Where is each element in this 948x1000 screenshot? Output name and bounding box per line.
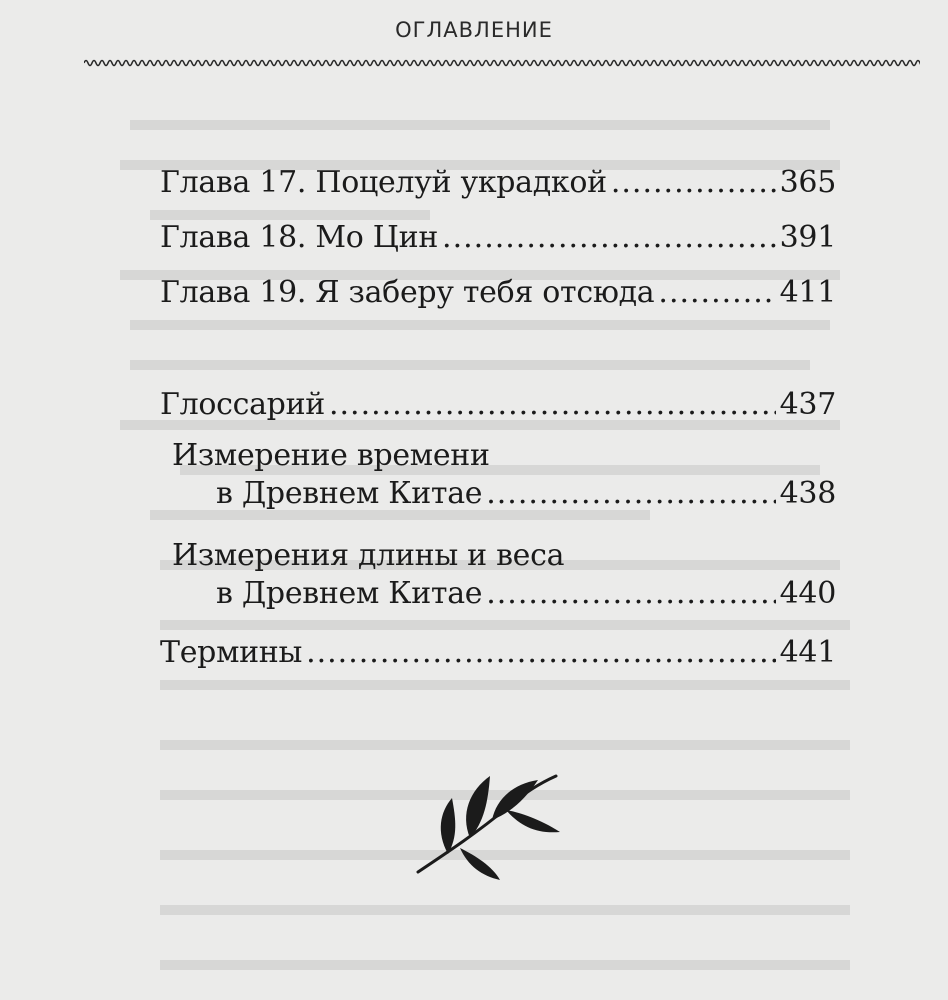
toc-entry-title: Глоссарий: [160, 387, 325, 422]
dot-leader: [611, 164, 776, 202]
toc-entry-title: Глава 17. Поцелуй украдкой: [160, 165, 607, 200]
toc-entry-time-measurement[interactable]: [160, 437, 836, 513]
toc-entry-title: Термины: [160, 635, 303, 670]
running-header: ОГЛАВЛЕНИЕ: [395, 18, 553, 42]
bamboo-leaf-icon: [388, 762, 568, 882]
toc-entry-title: Глава 19. Я заберу тебя отсюда: [160, 275, 655, 310]
toc-entry-chapter-17[interactable]: [160, 164, 836, 202]
toc-entry-title: в Древнем Китае: [216, 476, 483, 511]
toc-entry-glossary[interactable]: [160, 386, 836, 424]
toc-entry-page: 411: [779, 275, 836, 310]
toc-entry-page: 438: [779, 476, 836, 511]
toc-entry-chapter-19[interactable]: [160, 274, 836, 312]
dot-leader: [306, 634, 776, 672]
toc-entry-page: 437: [779, 387, 836, 422]
toc-entry-chapter-18[interactable]: [160, 219, 836, 257]
toc-entry-page: 391: [779, 220, 836, 255]
toc-entry-title-line1: Измерения длины и веса: [172, 538, 565, 573]
toc-entry-terms[interactable]: [160, 634, 836, 672]
dot-leader: [329, 386, 776, 424]
toc-entry-page: 365: [779, 165, 836, 200]
toc-entry-page: 440: [779, 576, 836, 611]
dot-leader: [486, 575, 775, 613]
dot-leader: [486, 475, 775, 513]
toc-entry-title: в Древнем Китае: [216, 576, 483, 611]
dot-leader: [442, 219, 776, 257]
toc-entry-page: 441: [779, 635, 836, 670]
toc-entry-length-weight[interactable]: [160, 537, 836, 613]
toc-entry-title-line1: Измерение времени: [172, 438, 490, 473]
dot-leader: [658, 274, 775, 312]
toc-entry-title: Глава 18. Мо Цин: [160, 220, 439, 255]
wavy-divider: [84, 56, 920, 70]
